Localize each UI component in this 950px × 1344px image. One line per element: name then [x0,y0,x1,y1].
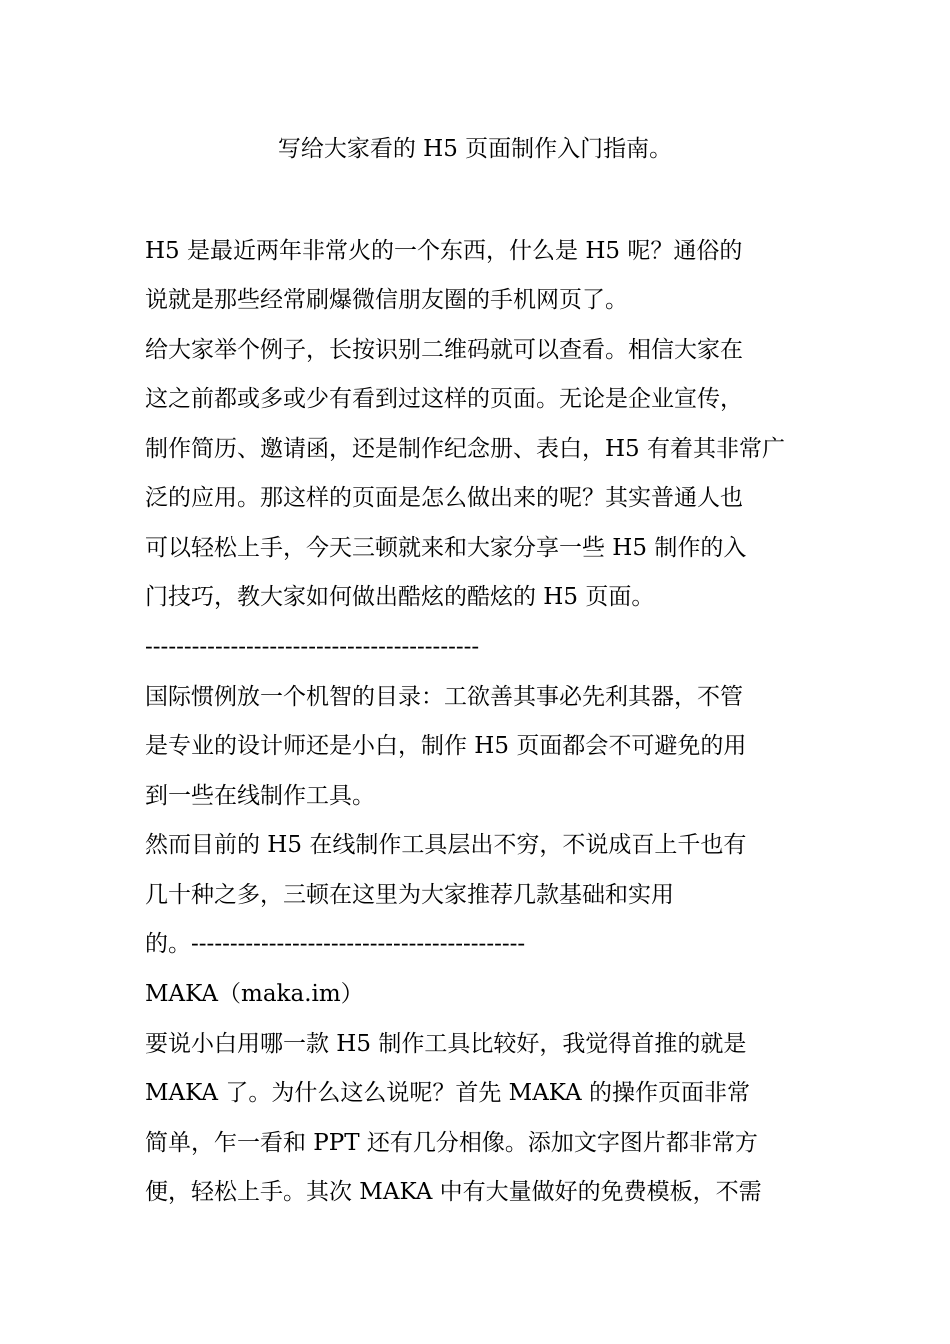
paragraph-line: 说就是那些经常刷爆微信朋友圈的手机网页了。 [145,287,628,313]
paragraph-line: 可以轻松上手，今天三顿就来和大家分享一些 H5 制作的入 [145,535,747,561]
separator-line: ------------------------------------------- [145,634,480,660]
paragraph-line: 到一些在线制作工具。 [145,783,375,809]
document-title: 写给大家看的 H5 页面制作入门指南。 [277,136,673,162]
paragraph-line: 制作简历、邀请函，还是制作纪念册、表白，H5 有着其非常广 [145,436,786,462]
paragraph-line: 要说小白用哪一款 H5 制作工具比较好，我觉得首推的就是 [145,1031,747,1057]
paragraph-line: 便，轻松上手。其次 MAKA 中有大量做好的免费模板，不需 [145,1179,762,1205]
paragraph-line: 给大家举个例子，长按识别二维码就可以查看。相信大家在 [145,337,743,363]
section-heading: MAKA（maka.im） [145,981,364,1007]
paragraph-line: 然而目前的 H5 在线制作工具层出不穷，不说成百上千也有 [145,832,747,858]
paragraph-line: 门技巧，教大家如何做出酷炫的酷炫的 H5 页面。 [145,584,655,610]
paragraph-line: 几十种之多，三顿在这里为大家推荐几款基础和实用 [145,882,674,908]
paragraph-line: H5 是最近两年非常火的一个东西，什么是 H5 呢？通俗的 [145,238,743,264]
paragraph-line: MAKA 了。为什么这么说呢？首先 MAKA 的操作页面非常 [145,1080,750,1106]
paragraph-line: 的。------------------------------------------- [145,931,526,957]
paragraph-line: 泛的应用。那这样的页面是怎么做出来的呢？其实普通人也 [145,485,743,511]
paragraph-line: 国际惯例放一个机智的目录：工欲善其事必先利其器，不管 [145,684,743,710]
paragraph-line: 简单，乍一看和 PPT 还有几分相像。添加文字图片都非常方 [145,1130,758,1156]
paragraph-line: 是专业的设计师还是小白，制作 H5 页面都会不可避免的用 [145,733,747,759]
paragraph-line: 这之前都或多或少有看到过这样的页面。无论是企业宣传， [145,386,743,412]
